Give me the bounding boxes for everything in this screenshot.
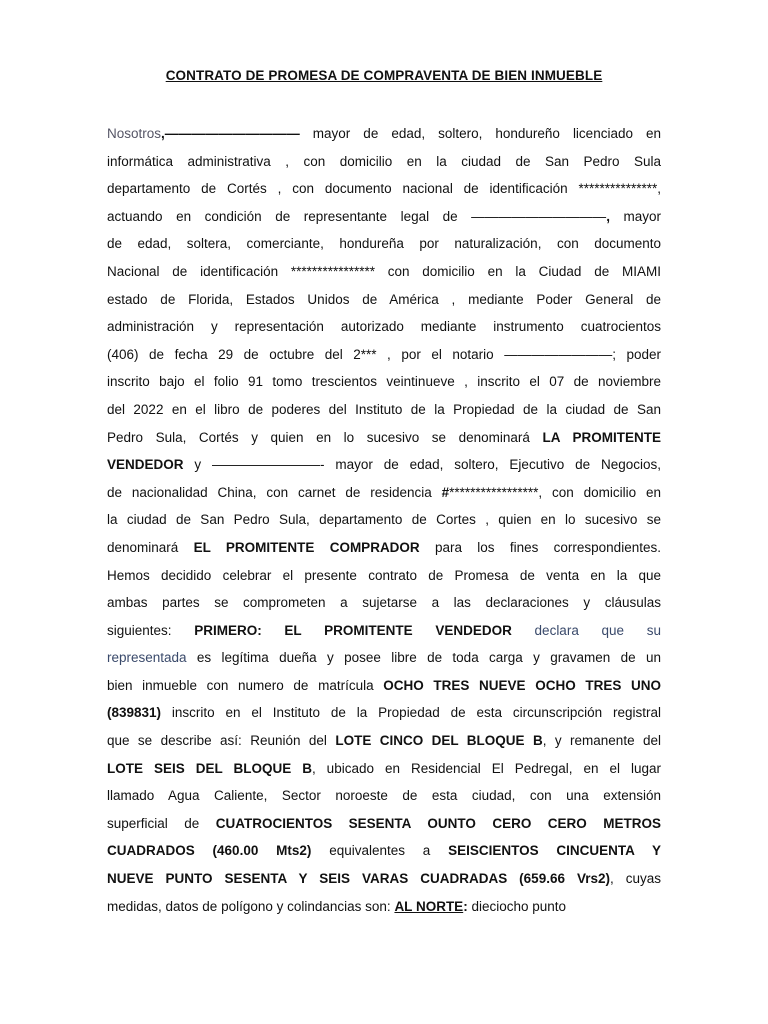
text-run: mayor de edad, soltero, hondureño licenciado en (312, 126, 661, 141)
text-run: (406) de fecha 29 de octubre del 2*** , por el notario ————————; poder (107, 346, 661, 362)
text-line (107, 317, 661, 345)
text-run: denominará (107, 539, 194, 555)
text-line (107, 262, 661, 290)
text-line (107, 290, 661, 318)
text-run: mayor (609, 208, 661, 224)
text-run: bien inmueble con numero de matrícula (107, 677, 384, 693)
text-line (107, 869, 661, 897)
text-run: CUADRADOS (460.00 Mts2) (107, 843, 312, 859)
text-line (107, 400, 661, 428)
text-run: OCHO TRES NUEVE OCHO TRES UNO (383, 677, 661, 693)
text-run: representada (107, 650, 187, 666)
text-run: ambas partes se comprometen a sujetarse a las declaraciones y cláusulas (107, 595, 661, 611)
text-run: Pedro Sula, Cortés y quien en lo sucesivo se denominará (107, 429, 543, 445)
text-run: , y remanente del (542, 733, 661, 749)
contract-body (107, 124, 661, 924)
text-run: AL NORTE (394, 898, 464, 914)
text-run: Nacional de identificación **************** con domicilio en la Ciudad de MIAMI (107, 263, 661, 279)
text-run: del 2022 en el libro de poderes del Instituto de la Propiedad de la ciudad de San (107, 401, 661, 417)
text-run: VENDEDOR (107, 457, 184, 473)
text-run: inscrito bajo el folio 91 tomo trescientos veintinueve , inscrito el 07 de noviembre (107, 374, 661, 390)
text-line (107, 538, 661, 566)
text-line (107, 897, 661, 925)
text-run: Nosotros (107, 126, 162, 141)
text-run: para los fines correspondientes. (419, 539, 661, 555)
text-line (107, 372, 661, 400)
text-line (107, 814, 661, 842)
text-run: dieciocho punto (467, 898, 567, 914)
text-line (107, 841, 661, 869)
text-line (107, 345, 661, 373)
text-run: siguientes: (107, 622, 195, 638)
text-line (107, 621, 661, 649)
text-run: informática administrativa , con domicilio en la ciudad de San Pedro Sula (107, 153, 661, 169)
text-run: inscrito en el Instituto de la Propiedad de esta circunscripción registral (161, 705, 661, 721)
document-title: CONTRATO DE PROMESA DE COMPRAVENTA DE BIEN INMUEBLE (165, 68, 603, 83)
text-line (107, 179, 661, 207)
text-run: EL PROMITENTE COMPRADOR (193, 539, 420, 555)
text-run: , cuyas (609, 871, 661, 887)
text-line (107, 593, 661, 621)
text-run: administración y representación autorizado mediante instrumento cuatrocientos (107, 319, 661, 335)
text-run: # (441, 484, 450, 500)
text-line (107, 566, 661, 594)
text-line (107, 207, 661, 235)
text-run: superficial de (107, 815, 216, 831)
text-line (107, 124, 661, 152)
text-run: (839831) (107, 705, 162, 721)
text-line (107, 234, 661, 262)
text-line (107, 428, 661, 456)
text-run: de edad, soltera, comerciante, hondureña por naturalización, con documento (107, 236, 661, 252)
text-run: LOTE CINCO DEL BLOQUE B (335, 733, 543, 749)
text-run: de nacionalidad China, con carnet de residencia (107, 484, 442, 500)
text-run: NUEVE PUNTO SESENTA Y SEIS VARAS CUADRADAS (659.66 Vrs2) (107, 871, 610, 887)
text-line (107, 786, 661, 814)
text-run: llamado Agua Caliente, Sector noroeste de esta ciudad, con una extensión (107, 788, 661, 804)
text-run: SEISCIENTOS CINCUENTA Y (448, 843, 661, 859)
text-run: que se describe así: Reunión del (107, 733, 336, 749)
text-run: LOTE SEIS DEL BLOQUE B (107, 760, 312, 776)
text-line (107, 510, 661, 538)
text-run: y ————————- mayor de edad, soltero, Ejecutivo de Negocios, (183, 457, 661, 473)
text-run: , (606, 208, 610, 224)
text-line (107, 759, 661, 787)
text-run: CUATROCIENTOS SESENTA OUNTO CERO CERO METROS (215, 815, 661, 831)
text-run: departamento de Cortés , con documento nacional de identificación ***************, (107, 181, 661, 197)
text-run: Hemos decidido celebrar el presente contrato de Promesa de venta en la que (107, 567, 661, 583)
text-line (107, 648, 661, 676)
text-line (107, 703, 661, 731)
text-run: , ubicado en Residencial El Pedregal, en el lugar (311, 760, 661, 776)
text-run: *****************, con domicilio en (449, 484, 661, 500)
text-run: : (463, 898, 468, 914)
text-run: equivalentes a (311, 843, 449, 859)
text-run: estado de Florida, Estados Unidos de América , mediante Poder General de (107, 291, 661, 307)
text-run: PRIMERO: EL PROMITENTE VENDEDOR (194, 622, 512, 638)
text-run (512, 623, 535, 638)
text-run: ,—————————— (161, 126, 313, 141)
text-run: LA PROMITENTE (542, 429, 661, 445)
text-line (107, 152, 661, 180)
text-line (107, 483, 661, 511)
text-run: la ciudad de San Pedro Sula, departamento de Cortes , quien en lo sucesivo se (107, 512, 661, 528)
text-run: declara que su (534, 622, 661, 638)
text-line (107, 676, 661, 704)
text-line (107, 731, 661, 759)
text-run: actuando en condición de representante legal de —————————— (107, 208, 607, 224)
text-run: es legítima dueña y posee libre de toda carga y gravamen de un (186, 650, 661, 666)
text-run: medidas, datos de polígono y colindancias son: (107, 898, 395, 914)
text-line (107, 455, 661, 483)
